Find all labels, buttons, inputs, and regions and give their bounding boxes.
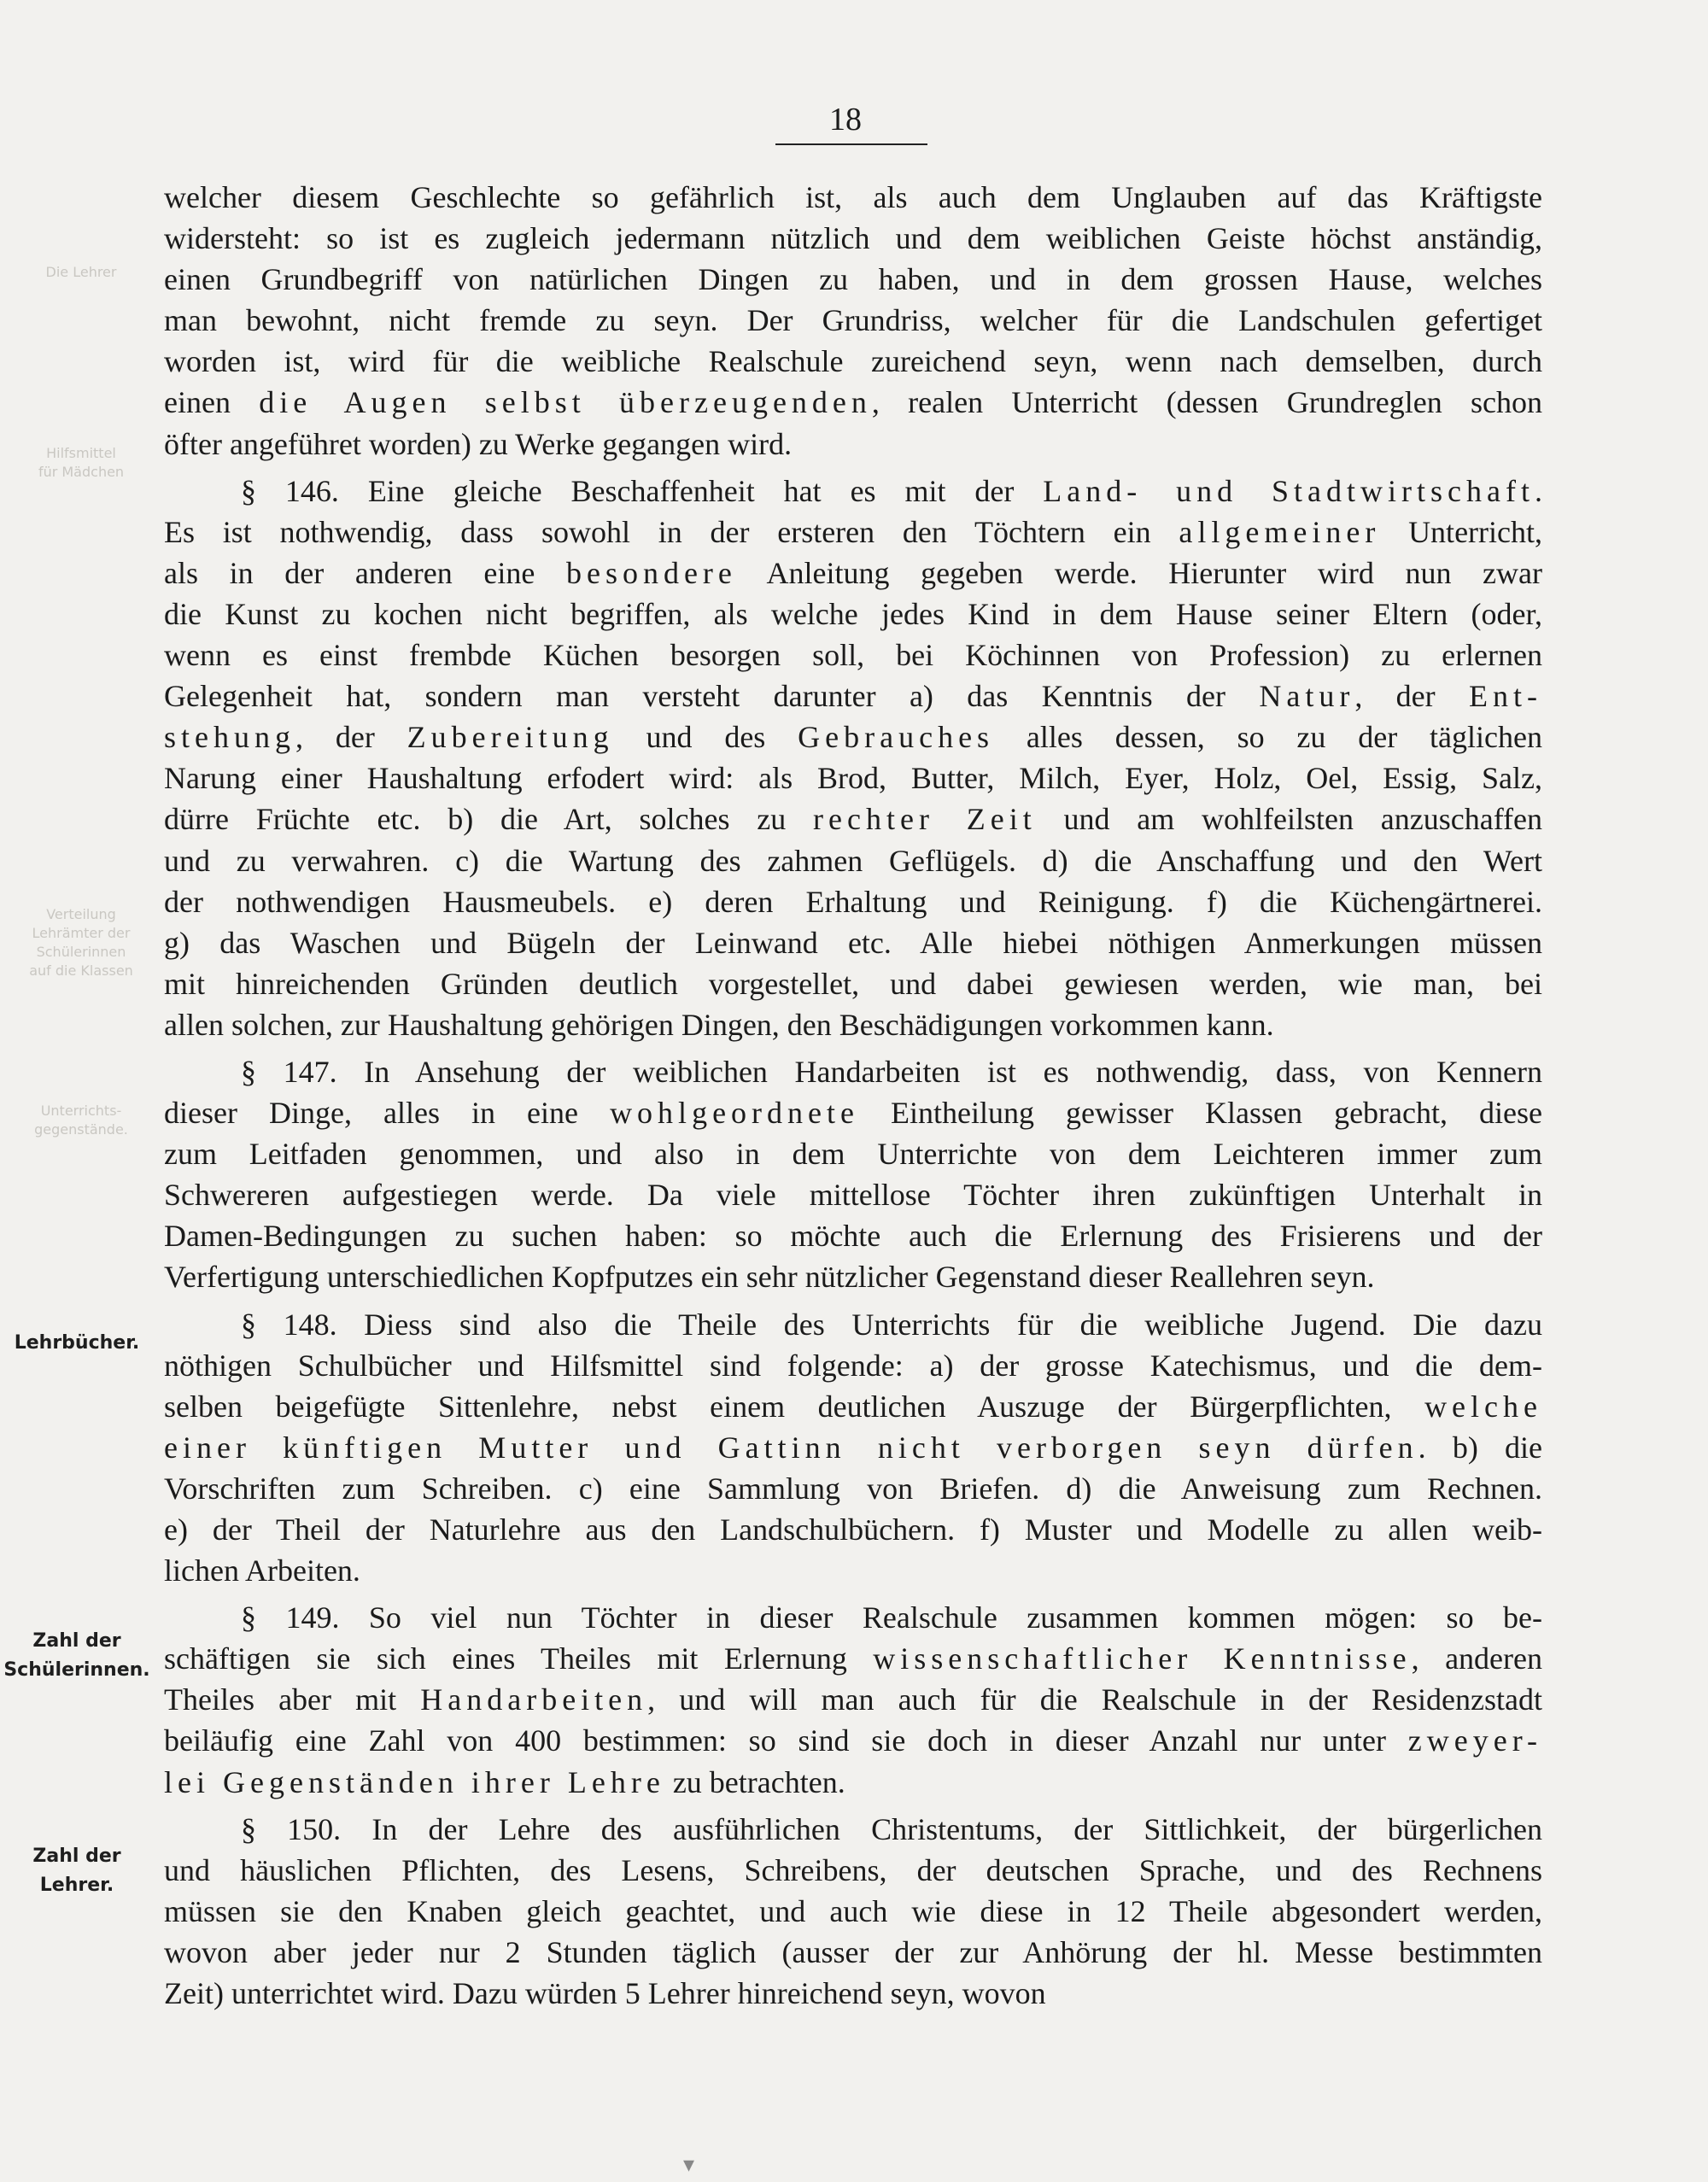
spaced-emphasis: Natur: [1259, 679, 1355, 714]
spaced-emphasis: welche: [1424, 1389, 1542, 1424]
bleed-through-note: Verteilung Lehrämter der Schülerinnen auf die Klassen: [29, 906, 133, 979]
spaced-emphasis: besondere: [565, 555, 737, 590]
text-line: Damen-Bedingungen zu suchen haben: so möchte auch die Erlernung des Frisierens und der: [164, 1219, 1542, 1254]
text-line: dieser Dinge, alles in eine wohlgeordnete Eintheilung gewisser Klassen gebracht, diese: [164, 1096, 1542, 1131]
spaced-emphasis: wohlgeordnete: [610, 1096, 859, 1131]
text-line: schäftigen sie sich eines Theiles mit Erlernung wissenschaftlicher Kenntnisse, anderen: [164, 1641, 1542, 1676]
spaced-emphasis: lei Gegenständen ihrer Lehre: [164, 1764, 665, 1799]
spaced-emphasis: stehung: [164, 720, 295, 755]
text-line: lei Gegenständen ihrer Lehre zu betrachten.: [164, 1764, 845, 1799]
spaced-emphasis: Gebrauches: [798, 720, 995, 755]
bleed-through-note: Hilfsmittel für Mädchen: [38, 445, 125, 480]
text-line: lichen Arbeiten.: [164, 1553, 360, 1588]
paragraph-147: § 147. In Ansehung der weiblichen Handarbeiten ist es nothwendig, dass, von Kennern: [241, 1054, 1542, 1089]
text-line: widersteht: so ist es zugleich jedermann nützlich und dem weiblichen Geiste höchst anständig,: [164, 221, 1542, 256]
paragraph-148: § 148. Diess sind also die Theile des Unterrichts für die weibliche Jugend. Die dazu: [241, 1307, 1542, 1342]
text-line: müssen sie den Knaben gleich geachtet, und auch wie diese in 12 Theile abgesondert werden,: [164, 1893, 1542, 1928]
spaced-emphasis: zweyer-: [1407, 1723, 1542, 1758]
text-line: einen Grundbegriff von natürlichen Dingen zu haben, und in dem grossen Hause, welches: [164, 262, 1542, 297]
text-line: Vorschriften zum Schreiben. c) eine Sammlung von Briefen. d) die Anweisung zum Rechnen.: [164, 1471, 1542, 1506]
spaced-emphasis: einer künftigen Mutter und Gattinn nicht verborgen seyn dürfen: [164, 1430, 1418, 1465]
margin-note-zahl-lehrer: Zahl der Lehrer.: [32, 1846, 121, 1896]
margin-note-zahl-schuelerinnen: Zahl der Schülerinnen.: [3, 1630, 150, 1681]
text-line: stehung, der Zubereitung und des Gebrauches alles dessen, so zu der täglichen: [164, 720, 1542, 755]
paper-smudge: ▾: [683, 2152, 695, 2177]
text-line: Es ist nothwendig, dass sowohl in der ersteren den Töchtern ein allgemeiner Unterricht,: [164, 514, 1542, 549]
text-line: wovon aber jeder nur 2 Stunden täglich (ausser der zur Anhörung der hl. Messe bestimmten: [164, 1934, 1542, 1969]
text-line: der nothwendigen Hausmeubels. e) deren Erhaltung und Reinigung. f) die Küchengärtnerei.: [164, 884, 1542, 919]
page-number: 18: [829, 102, 862, 137]
spaced-emphasis: allgemeiner: [1179, 514, 1381, 549]
text-line: öfter angeführet worden) zu Werke gegangen wird.: [164, 426, 793, 461]
text-line: die Kunst zu kochen nicht begriffen, als welche jedes Kind in dem Hause seiner Eltern (oder,: [164, 596, 1542, 631]
text-line: selben beigefügte Sittenlehre, nebst einem deutlichen Auszuge der Bürgerpflichten, welche: [164, 1389, 1542, 1424]
text-line: dürre Früchte etc. b) die Art, solches zu rechter Zeit und am wohlfeilsten anzuschaffen: [164, 802, 1542, 837]
text-line: welcher diesem Geschlechte so gefährlich ist, als auch dem Unglauben auf das Kräftigste: [164, 180, 1542, 214]
bleed-through-note: Die Lehrer: [45, 264, 117, 280]
text-line: wenn es einst frembde Küchen besorgen soll, bei Köchinnen von Profession) zu erlernen: [164, 638, 1542, 673]
text-line: Narung einer Haushaltung erfodert wird: als Brod, Butter, Milch, Eyer, Holz, Oel, Essig, Salz,: [164, 761, 1542, 796]
spaced-emphasis: wissenschaftlicher Kenntnisse: [873, 1641, 1412, 1676]
text-line: Schwereren aufgestiegen werde. Da viele mittellose Töchter ihren zukünftigen Unterhalt in: [164, 1178, 1542, 1213]
spaced-emphasis: Ent-: [1469, 679, 1542, 714]
spaced-emphasis: die Augen selbst überzeugenden: [259, 385, 872, 420]
spaced-emphasis: Zubereitung: [407, 720, 614, 755]
text-line: als in der anderen eine besondere Anleitung gegeben werde. Hierunter wird nun zwar: [164, 555, 1542, 590]
text-line: einer künftigen Mutter und Gattinn nicht verborgen seyn dürfen. b) die: [164, 1430, 1542, 1465]
text-line: Theiles aber mit Handarbeiten, und will man auch für die Realschule in der Residenzstadt: [164, 1682, 1542, 1717]
text-line: und zu verwahren. c) die Wartung des zahmen Geflügels. d) die Anschaffung und den Wert: [164, 843, 1542, 878]
text-line: einen die Augen selbst überzeugenden, realen Unterricht (dessen Grundreglen schon: [164, 385, 1542, 420]
text-line: Gelegenheit hat, sondern man versteht darunter a) das Kenntnis der Natur, der Ent-: [164, 679, 1542, 714]
text-line: allen solchen, zur Haushaltung gehörigen Dingen, den Beschädigungen vorkommen kann.: [164, 1007, 1274, 1042]
text-line: zum Leitfaden genommen, und also in dem Unterrichte von dem Leichteren immer zum: [164, 1137, 1542, 1172]
bleed-through-note: Unterrichts- gegenstände.: [34, 1103, 128, 1138]
text-line: mit hinreichenden Gründen deutlich vorgestellet, und dabei gewiesen werden, wie man, bei: [164, 966, 1542, 1001]
paragraph-146: § 146. Eine gleiche Beschaffenheit hat es mit der Land- und Stadtwirtschaft.: [241, 473, 1542, 508]
text-line: e) der Theil der Naturlehre aus den Landschulbüchern. f) Muster und Modelle zu allen weib-: [164, 1512, 1542, 1547]
spaced-emphasis: Handarbeiten: [420, 1682, 648, 1717]
spaced-emphasis: Land- und Stadtwirtschaft: [1043, 473, 1535, 508]
paragraph-150: § 150. In der Lehre des ausführlichen Christentums, der Sittlichkeit, der bürgerlichen: [241, 1811, 1542, 1846]
paragraph-149: § 149. So viel nun Töchter in dieser Realschule zusammen kommen mögen: so be-: [241, 1600, 1542, 1635]
text-line: worden ist, wird für die weibliche Realschule zureichend seyn, wenn nach demselben, durch: [164, 344, 1542, 379]
page-number-rule: [775, 143, 927, 145]
text-line: Zeit) unterrichtet wird. Dazu würden 5 Lehrer hinreichend seyn, wovon: [164, 1976, 1046, 2011]
text-line: Verfertigung unterschiedlichen Kopfputzes ein sehr nützlicher Gegenstand dieser Reallehren seyn.: [164, 1260, 1375, 1295]
text-line: man bewohnt, nicht fremde zu seyn. Der Grundriss, welcher für die Landschulen gefertiget: [164, 303, 1542, 338]
spaced-emphasis: rechter Zeit: [813, 802, 1037, 837]
text-line: und häuslichen Pflichten, des Lesens, Schreibens, der deutschen Sprache, und des Rechnens: [164, 1852, 1542, 1887]
body-text: [164, 177, 1542, 2014]
margin-note-lehrbuecher: Lehrbücher.: [14, 1332, 140, 1354]
text-line: beiläufig eine Zahl von 400 bestimmen: so sind sie doch in dieser Anzahl nur unter zweyer-: [164, 1723, 1542, 1758]
text-line: g) das Waschen und Bügeln der Leinwand etc. Alle hiebei nöthigen Anmerkungen müssen: [164, 925, 1542, 960]
text-line: nöthigen Schulbücher und Hilfsmittel sind folgende: a) der grosse Katechismus, und die dem-: [164, 1348, 1542, 1383]
